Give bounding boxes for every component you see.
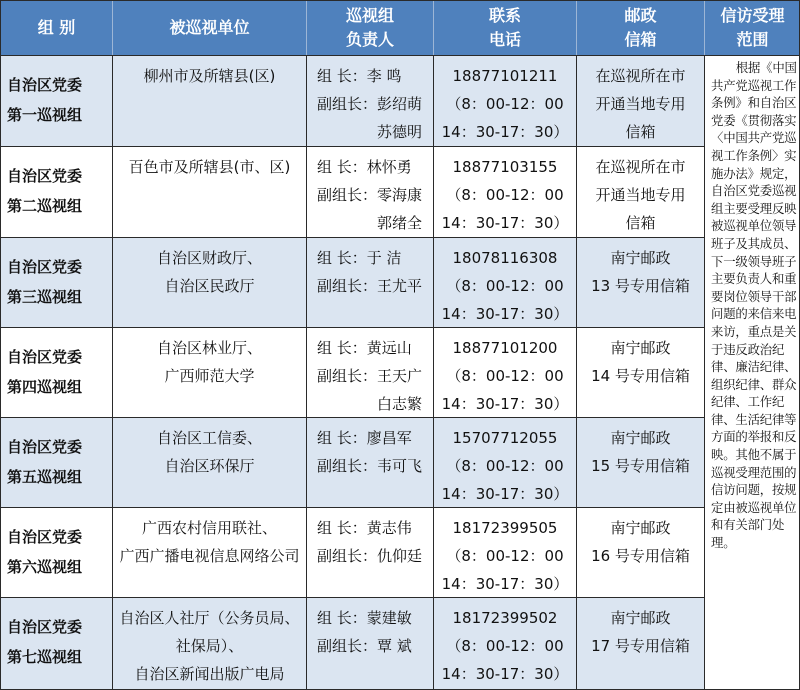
- mailbox-line2: 15 号专用信箱: [591, 457, 690, 475]
- hours-afternoon: 14：30-17：30）: [441, 395, 569, 413]
- hours-afternoon: 14：30-17：30）: [441, 485, 569, 503]
- table-row: [1, 417, 705, 507]
- leader-name: 组 长：黄远山: [317, 339, 412, 357]
- group-name-cell: [1, 238, 113, 327]
- unit-name: 自治区环保厅: [164, 457, 255, 475]
- mailbox-cell: [577, 238, 705, 327]
- header-phone-line2: 电话: [488, 30, 521, 49]
- header-scope-line1: 信访受理: [720, 6, 785, 25]
- unit-name: 社保局）、: [175, 637, 244, 655]
- header-leader-line2: 负责人: [345, 30, 394, 49]
- deputy-name-2: 苏德明: [377, 123, 423, 141]
- deputy-name: 副组长：零海康: [317, 186, 423, 204]
- mailbox-line2: 17 号专用信箱: [591, 637, 690, 655]
- leader-name: 组 长：李 鸣: [317, 67, 402, 85]
- table-row: [1, 146, 705, 237]
- group-name-line2: 第三巡视组: [7, 288, 83, 306]
- leader-name: 组 长：林怀勇: [317, 158, 412, 176]
- hours-morning: （8：00-12：00: [446, 637, 564, 655]
- unit-cell: [113, 508, 307, 597]
- hours-afternoon: 14：30-17：30）: [441, 575, 569, 593]
- header-leader-line1: 巡视组: [345, 6, 394, 25]
- header-scope-line2: 范围: [736, 30, 769, 49]
- phone-cell: [434, 328, 577, 417]
- mailbox-line3: 信箱: [625, 123, 656, 141]
- group-name-cell: [1, 147, 113, 237]
- group-name-line2: 第六巡视组: [7, 558, 83, 576]
- unit-name: 自治区林业厅、: [156, 339, 262, 357]
- table-row: [1, 327, 705, 417]
- mailbox-line2: 开通当地专用: [595, 95, 686, 113]
- mailbox-cell: [577, 328, 705, 417]
- deputy-name-2: 白志繁: [377, 395, 423, 413]
- header-mailbox: [577, 1, 705, 55]
- leader-cell: [307, 418, 434, 507]
- unit-cell: [113, 238, 307, 327]
- mailbox-line1: 南宁邮政: [610, 429, 671, 447]
- header-leader: [307, 1, 434, 55]
- group-name-cell: [1, 508, 113, 597]
- phone-cell: [434, 238, 577, 327]
- unit-cell: [113, 418, 307, 507]
- unit-name: 百色市及所辖县(市、区): [128, 158, 291, 176]
- phone-number: 18877101211: [452, 67, 558, 85]
- mailbox-cell: [577, 147, 705, 237]
- phone-number: 15707712055: [452, 429, 558, 447]
- leader-name: 组 长：蒙建敏: [317, 609, 412, 627]
- unit-name: 广西师范大学: [164, 367, 255, 385]
- unit-name: 广西广播电视信息网络公司: [119, 547, 300, 565]
- phone-number: 18172399502: [452, 609, 558, 627]
- leader-cell: [307, 598, 434, 690]
- deputy-name: 副组长：王天广: [317, 367, 423, 385]
- leader-cell: [307, 56, 434, 146]
- deputy-name: 副组长：韦可飞: [317, 457, 423, 475]
- phone-cell: [434, 56, 577, 146]
- hours-morning: （8：00-12：00: [446, 367, 564, 385]
- group-name-line1: 自治区党委: [7, 76, 83, 94]
- leader-cell: [307, 147, 434, 237]
- table-row: [1, 507, 705, 597]
- phone-number: 18172399505: [452, 519, 558, 537]
- group-name-line2: 第七巡视组: [7, 648, 83, 666]
- deputy-name: 副组长：仇仰廷: [317, 547, 423, 565]
- group-name-cell: [1, 328, 113, 417]
- unit-name: 自治区财政厅、: [156, 249, 262, 267]
- group-name-line1: 自治区党委: [7, 438, 83, 456]
- mailbox-line1: 南宁邮政: [610, 609, 671, 627]
- hours-morning: （8：00-12：00: [446, 277, 564, 295]
- unit-name: 广西农村信用联社、: [141, 519, 277, 537]
- mailbox-line2: 13 号专用信箱: [591, 277, 690, 295]
- deputy-name: 副组长：王尤平: [317, 277, 423, 295]
- mailbox-cell: [577, 418, 705, 507]
- unit-name: 自治区民政厅: [164, 277, 255, 295]
- unit-cell: [113, 598, 307, 690]
- group-name-line2: 第五巡视组: [7, 468, 83, 486]
- mailbox-cell: [577, 508, 705, 597]
- mailbox-line3: 信箱: [625, 214, 656, 232]
- group-name-cell: [1, 418, 113, 507]
- phone-cell: [434, 598, 577, 690]
- unit-name: 柳州市及所辖县(区): [143, 67, 276, 85]
- group-name-line2: 第一巡视组: [7, 106, 83, 124]
- leader-name: 组 长：黄志伟: [317, 519, 412, 537]
- hours-afternoon: 14：30-17：30）: [441, 123, 569, 141]
- group-name-cell: [1, 598, 113, 690]
- hours-afternoon: 14：30-17：30）: [441, 665, 569, 683]
- hours-morning: （8：00-12：00: [446, 95, 564, 113]
- table-row: [1, 597, 705, 690]
- mailbox-cell: [577, 56, 705, 146]
- phone-cell: [434, 418, 577, 507]
- group-name-line1: 自治区党委: [7, 618, 83, 636]
- mailbox-line2: 16 号专用信箱: [591, 547, 690, 565]
- group-name-line2: 第二巡视组: [7, 197, 83, 215]
- hours-afternoon: 14：30-17：30）: [441, 214, 569, 232]
- header-group: [1, 1, 113, 55]
- phone-number: 18078116308: [452, 249, 558, 267]
- hours-morning: （8：00-12：00: [446, 186, 564, 204]
- header-mailbox-line1: 邮政: [624, 6, 657, 25]
- mailbox-line1: 南宁邮政: [610, 519, 671, 537]
- phone-cell: [434, 147, 577, 237]
- table-row: [1, 55, 705, 146]
- deputy-name: 副组长：彭绍萌: [317, 95, 423, 113]
- phone-number: 18877103155: [452, 158, 558, 176]
- unit-name: 自治区工信委、: [156, 429, 262, 447]
- mailbox-line1: 南宁邮政: [610, 339, 671, 357]
- unit-cell: [113, 328, 307, 417]
- leader-name: 组 长：廖昌军: [317, 429, 412, 447]
- unit-name: 自治区人社厅（公务员局、: [119, 609, 300, 627]
- group-name-line1: 自治区党委: [7, 528, 83, 546]
- phone-number: 18877101200: [452, 339, 558, 357]
- hours-morning: （8：00-12：00: [446, 547, 564, 565]
- mailbox-line1: 在巡视所在市: [595, 158, 686, 176]
- group-name-line1: 自治区党委: [7, 167, 83, 185]
- header-phone: [434, 1, 577, 55]
- group-name-line1: 自治区党委: [7, 258, 83, 276]
- unit-cell: [113, 147, 307, 237]
- leader-cell: [307, 328, 434, 417]
- unit-name: 自治区新闻出版广电局: [134, 665, 285, 683]
- hours-afternoon: 14：30-17：30）: [441, 305, 569, 323]
- leader-cell: [307, 508, 434, 597]
- group-name-cell: [1, 56, 113, 146]
- header-unit: [113, 1, 307, 55]
- mailbox-line2: 开通当地专用: [595, 186, 686, 204]
- table-row: [1, 237, 705, 327]
- leader-cell: [307, 238, 434, 327]
- unit-cell: [113, 56, 307, 146]
- header-phone-line1: 联系: [488, 6, 521, 25]
- scope-description: 根据《中国共产党巡视工作条例》和自治区党委《贯彻落实〈中国共产党巡视工作条例〉实施办法》规定，自治区党委巡视组主要受理反映被巡视单位领导班子及其成员、下一级领导班子主要负责人和重要岗位领导干部问题的来信来电来访，重点是关于违反政治纪律、廉洁纪律、组织纪律、群众纪律、工作纪律、生活纪律等方面的举报和反映。其他不属于巡视受理范围的信访问题，按规定由被巡视单位和有关部门处理。: [705, 55, 800, 690]
- mailbox-line2: 14 号专用信箱: [591, 367, 690, 385]
- deputy-name-2: 郭绪全: [377, 214, 423, 232]
- group-name-line1: 自治区党委: [7, 348, 83, 366]
- header-mailbox-line2: 信箱: [624, 30, 657, 49]
- phone-cell: [434, 508, 577, 597]
- leader-name: 组 长：于 洁: [317, 249, 402, 267]
- header-unit-label: 被巡视单位: [169, 18, 250, 37]
- hours-morning: （8：00-12：00: [446, 457, 564, 475]
- header-scope: [705, 1, 800, 55]
- mailbox-cell: [577, 598, 705, 690]
- mailbox-line1: 在巡视所在市: [595, 67, 686, 85]
- mailbox-line1: 南宁邮政: [610, 249, 671, 267]
- group-name-line2: 第四巡视组: [7, 378, 83, 396]
- header-group-label: 组 别: [37, 18, 76, 37]
- deputy-name: 副组长：覃 斌: [317, 637, 412, 655]
